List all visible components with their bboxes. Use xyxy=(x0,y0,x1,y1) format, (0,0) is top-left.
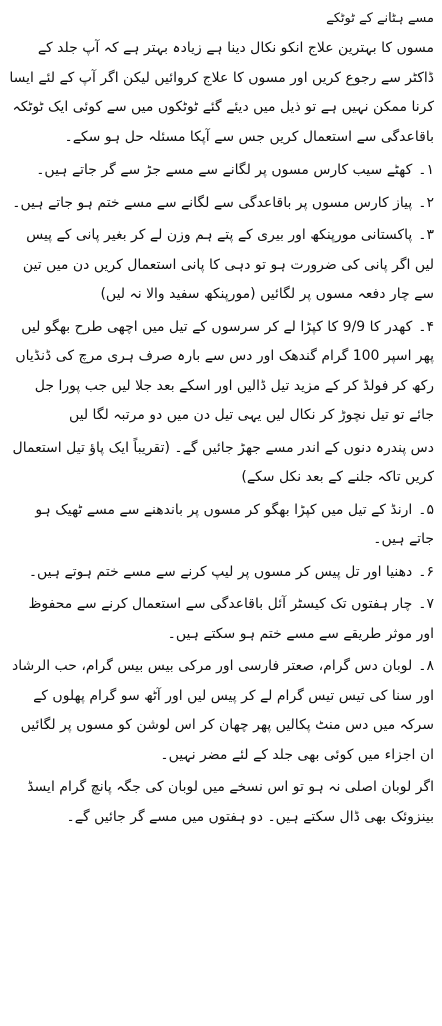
list-item xyxy=(8,590,434,649)
list-item-continuation xyxy=(8,773,434,832)
list-item xyxy=(8,189,434,219)
item-text: لوبان دس گرام، صعتر فارسی اور مرکی بیس بیس گرام، حب الرشاد اور سنا کی تیس تیس گرام لے کر پیس لیں اور آٹھ سو گرام پھلوں کے سرکہ میں دس منٹ پکالیں پھر چھان کر اس لوشن کو مسوں پر لگائیں ان اجزاء میں کوئی بھی جلد کے لئے مضر نہیں۔ xyxy=(11,658,434,763)
item-text: اگر لوبان اصلی نہ ہو تو اس نسخے میں لوبان کی جگہ پانچ گرام ایسڈ بینزوئک بھی ڈال سکتے ہیں۔ دو ہفتوں میں مسے گر جائیں گے۔ xyxy=(27,779,434,825)
item-text: پیاز کارس مسوں پر باقاعدگی سے لگانے سے مسے ختم ہو جاتے ہیں۔ xyxy=(12,194,413,211)
list-item-continuation xyxy=(8,434,434,493)
item-number: ١۔ xyxy=(418,162,434,178)
list-item xyxy=(8,558,434,588)
item-number: ۵۔ xyxy=(418,501,434,518)
item-text: دھنیا اور تل پیس کر مسوں پر لیپ کرنے سے مسے ختم ہوتے ہیں۔ xyxy=(28,563,413,580)
page-title: مسے ہٹانے کے ٹوٹکے xyxy=(326,11,434,26)
item-text: کھدر کا 9/9 کا کپڑا لے کر سرسوں کے تیل میں اچھی طرح بھگو لیں پھر اسپر 100 گرام گندھک اور دس سے بارہ صرف ہری مرچ کی ڈنڈیاں رکھ کر فولڈ کر کے مزید تیل ڈالیں اور اسکے بعد جلا لیں جب پورا جل جائے تو تیل نچوڑ کر نکال لیں یہی تیل دن میں دو مرتبہ لگا لیں xyxy=(15,318,434,423)
list-item xyxy=(8,652,434,770)
list-item xyxy=(8,156,434,186)
item-text: چار ہفتوں تک کیسٹر آئل باقاعدگی سے استعمال کرنے سے محفوظ اور موثر طریقے سے مسے ختم ہو سکتے ہیں۔ xyxy=(28,596,434,642)
list-item xyxy=(8,496,434,555)
item-text: پاکستانی مورپنکھ اور بیری کے پتے ہم وزن لے کر بغیر پانی کے پیس لیں اگر پانی کی ضرورت ہو تو دہی کا پانی استعمال کریں دن میں تین سے چار دفعہ مسوں پر لگائیں (مورپنکھ سفید والا نہ لیں) xyxy=(22,227,434,302)
item-number: ۷۔ xyxy=(418,596,434,612)
item-number: ۶۔ xyxy=(418,563,434,580)
item-text: ارنڈ کے تیل میں کپڑا بھگو کر مسوں پر باندھنے سے مسے ٹھیک ہو جاتے ہیں۔ xyxy=(35,501,434,547)
list-item xyxy=(8,221,434,310)
list-item xyxy=(8,313,434,431)
item-number: ٨۔ xyxy=(418,658,434,674)
item-number: ٣۔ xyxy=(418,227,434,243)
intro-paragraph: مسوں کا بہترین علاج انکو نکال دینا ہے زیادہ بہتر ہے کہ آپ جلد کے ڈاکٹر سے رجوع کریں اور مسوں کا علاج کروائیں لیکن اگر آپ کے لئے ایسا کرنا ممکن نہیں ہے تو ذیل میں دیئے گئے ٹوٹکوں میں سے کوئی ایک ٹوٹکہ باقاعدگی سے استعمال کریں جس سے آپکا مسئلہ حل ہو سکے۔ xyxy=(9,40,434,145)
item-text: کھٹے سیب کارس مسوں پر لگانے سے مسے جڑ سے گر جاتے ہیں۔ xyxy=(36,162,413,178)
item-text: دس پندرہ دنوں کے اندر مسے جھڑ جائیں گے۔ (تقریباً ایک پاؤ تیل استعمال کریں تاکہ جلنے کے بعد نکل سکے) xyxy=(12,439,434,485)
item-number: ۴۔ xyxy=(418,318,434,335)
item-number: ٢۔ xyxy=(418,194,434,211)
